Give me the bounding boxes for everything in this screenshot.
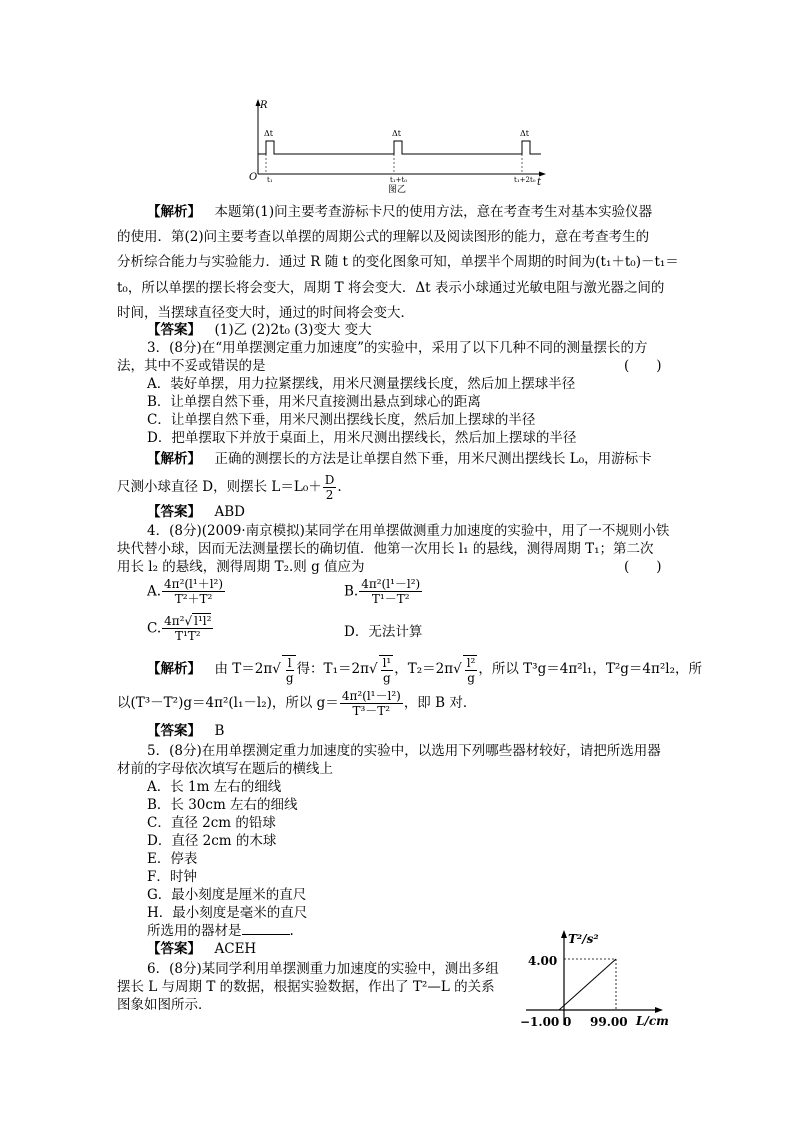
l-axis-label: L/cm — [636, 1014, 669, 1028]
q3-analysis-tag: 【解析】 — [147, 451, 201, 467]
q5-answer-tag: 【答案】 — [147, 941, 201, 957]
q4-stem-line-2: 块代替小球，因而无法测量摆长的确切值．他第一次用长 l₁ 的悬线，测得周期 T₁；第二次 — [117, 541, 654, 557]
x-tick-99: 99.00 — [590, 1015, 628, 1029]
q5-option-a: A．长 1m 左右的细线 — [147, 779, 282, 795]
q3-stem-line-2: 法，其中不妥或错误的是 — [117, 358, 266, 374]
resistance-signal-line — [258, 141, 541, 154]
q2-analysis-line-2: 的使用．第(2)问主要考查以单摆的周期公式的理解以及阅读图形的能力，意在考查考生的 — [117, 229, 650, 245]
t2-l-data-line — [559, 959, 616, 1010]
q3-answer-paren: ( ) — [624, 358, 662, 374]
q2-analysis-line-4: t₀，所以单摆的摆长将会变大，周期 T 将会变大．Δt 表示小球通过光敏电阻与激光器之间的 — [117, 280, 665, 296]
q2-analysis-line-5: 时间，当摆球直径变大时，通过的时间将会变大． — [117, 305, 414, 321]
q2-analysis-tag: 【解析】 — [147, 204, 201, 220]
q5-option-b: B．长 30cm 左右的细线 — [147, 797, 298, 813]
q4-option-c: C. $\frac{\text{4π²√ l¹l²}}{\text{T¹T²}}$ — [147, 614, 212, 643]
half-diameter-fraction: $\frac{D}{2}$ — [324, 473, 335, 502]
q5-option-d: D．直径 2cm 的木球 — [147, 833, 277, 849]
q4-answer-tag: 【答案】 — [147, 723, 201, 739]
q5-option-g: G．最小刻度是厘米的直尺 — [147, 887, 307, 903]
q5-fill-line: 所选用的器材是 . — [147, 923, 294, 939]
q6-stem-line-3: 图象如图所示． — [117, 997, 212, 1013]
q3-analysis-line-2: 尺测小球直径 D，则摆长 L＝L₀＋ $\frac{D}{2}$ . — [117, 473, 342, 502]
q3-answer: ABD — [214, 504, 245, 520]
q4-option-d: D．无法计算 — [344, 624, 423, 640]
t2-axis-arrow — [561, 930, 567, 938]
q4-answer: B — [214, 723, 225, 739]
figure-caption: 图乙 — [388, 185, 407, 195]
y-tick-4: 4.00 — [528, 954, 558, 968]
delta-t-label-2: Δt — [392, 129, 401, 138]
x-tick-neg-1: −1.00 — [520, 1015, 560, 1029]
q4-stem-line-1: 4．(8分)(2009·南京模拟)某同学在用单摆做测重力加速度的实验中，用了一不规则小铁 — [147, 523, 670, 539]
q3-answer-tag: 【答案】 — [147, 504, 201, 520]
q5-option-h: H．最小刻度是毫米的直尺 — [147, 905, 308, 921]
l-axis-arrow — [655, 1007, 663, 1013]
q5-option-f: F．时钟 — [147, 869, 197, 885]
q5-stem-line-1: 5．(8分)在用单摆测定重力加速度的实验中，以选用下列哪些器材较好，请把所选用器 — [147, 743, 661, 759]
t2-axis-label: T²/s² — [568, 932, 599, 946]
resistance-time-figure — [248, 96, 548, 196]
answer-blank — [242, 922, 290, 935]
q6-stem-line-2: 摆长 L 与周期 T 的数据，根据实验数据，作出了 T²—L 的关系 — [117, 979, 495, 995]
q2-analysis-line-1: 本题第(1)问主要考查游标卡尺的使用方法，意在考查考生对基本实验仪器 — [214, 204, 653, 220]
period-length-graph — [516, 925, 676, 1035]
q2-answer-tag: 【答案】 — [147, 322, 201, 338]
origin-zero: 0 — [563, 1015, 572, 1029]
q5-option-e: E．停表 — [147, 851, 198, 867]
q5-stem-line-2: 材前的字母依次填写在题后的横线上 — [117, 761, 333, 777]
q3-option-c: C．让单摆自然下垂，用米尺测出摆线长度，然后加上摆球的半径 — [147, 412, 536, 428]
q4-analysis-line-1: 【解析】 由 T＝2π√ $\frac{l}{g}$ 得：T₁＝2π√ $\frac{\text{l¹}}{g}$ ，T₂＝2π√ $\frac{\text{l²}}{g}$ ，所以 T³g＝4π²l₁，T²g＝4π²l₂，所 — [147, 655, 702, 685]
t-axis-arrow — [539, 172, 546, 177]
origin-label: O — [249, 172, 258, 183]
delta-t-label-1: Δt — [264, 129, 273, 138]
q4-stem-line-3: 用长 l₂ 的悬线，测得周期 T₂.则 g 值应为 — [117, 559, 365, 575]
q3-analysis-line-1: 正确的测摆长的方法是让单摆自然下垂，用米尺测出摆线长 L₀，用游标卡 — [214, 451, 652, 467]
tick-t1-2t0: t₁+2t₀ — [514, 176, 536, 184]
q3-option-d: D．把单摆取下并放于桌面上，用米尺测出摆线长，然后加上摆球的半径 — [147, 430, 577, 446]
q4-option-b: B. $\frac{\text{4π²(l¹－l²)}}{\text{T¹－T²}}$ — [344, 577, 421, 606]
t-axis-label: t — [537, 177, 542, 188]
q3-option-a: A．装好单摆，用力拉紧摆线，用米尺测量摆线长度，然后加上摆球半径 — [147, 376, 576, 392]
r-axis-label: R — [260, 100, 268, 111]
q3-option-b: B．让单摆自然下垂，用米尺直接测出悬点到球心的距离 — [147, 394, 481, 410]
tick-t1: t₁ — [267, 176, 273, 184]
q4-answer-paren: ( ) — [624, 559, 662, 575]
q4-analysis-line-2: 以(T³－T²)g＝4π²(l₁－l₂)，所以 g＝ $\frac{\text{4π²(l¹－l²)}}{\text{T³－T²}}$ ，即 B 对． — [117, 689, 477, 718]
q2-answer: (1)乙 (2)2t₀ (3)变大 变大 — [214, 322, 372, 338]
q6-stem-line-1: 6．(8分)某同学利用单摆测重力加速度的实验中，测出多组 — [147, 961, 499, 977]
q5-option-c: C．直径 2cm 的铅球 — [147, 815, 276, 831]
q2-analysis-line-3: 分析综合能力与实验能力．通过 R 随 t 的变化图象可知，单摆半个周期的时间为(t₁＋t₀)－t₁＝ — [117, 254, 679, 270]
q4-option-a: A. $\frac{\text{4π²(l¹＋l²)}}{\text{T²＋T²}}$ — [147, 577, 224, 606]
delta-t-label-3: Δt — [520, 129, 529, 138]
tick-t1-t0: t₁+t₀ — [390, 176, 408, 184]
q5-answer: ACEH — [214, 941, 257, 957]
q3-stem-line-1: 3．(8分)在“用单摆测定重力加速度”的实验中，采用了以下几种不同的测量摆长的方 — [147, 340, 648, 356]
